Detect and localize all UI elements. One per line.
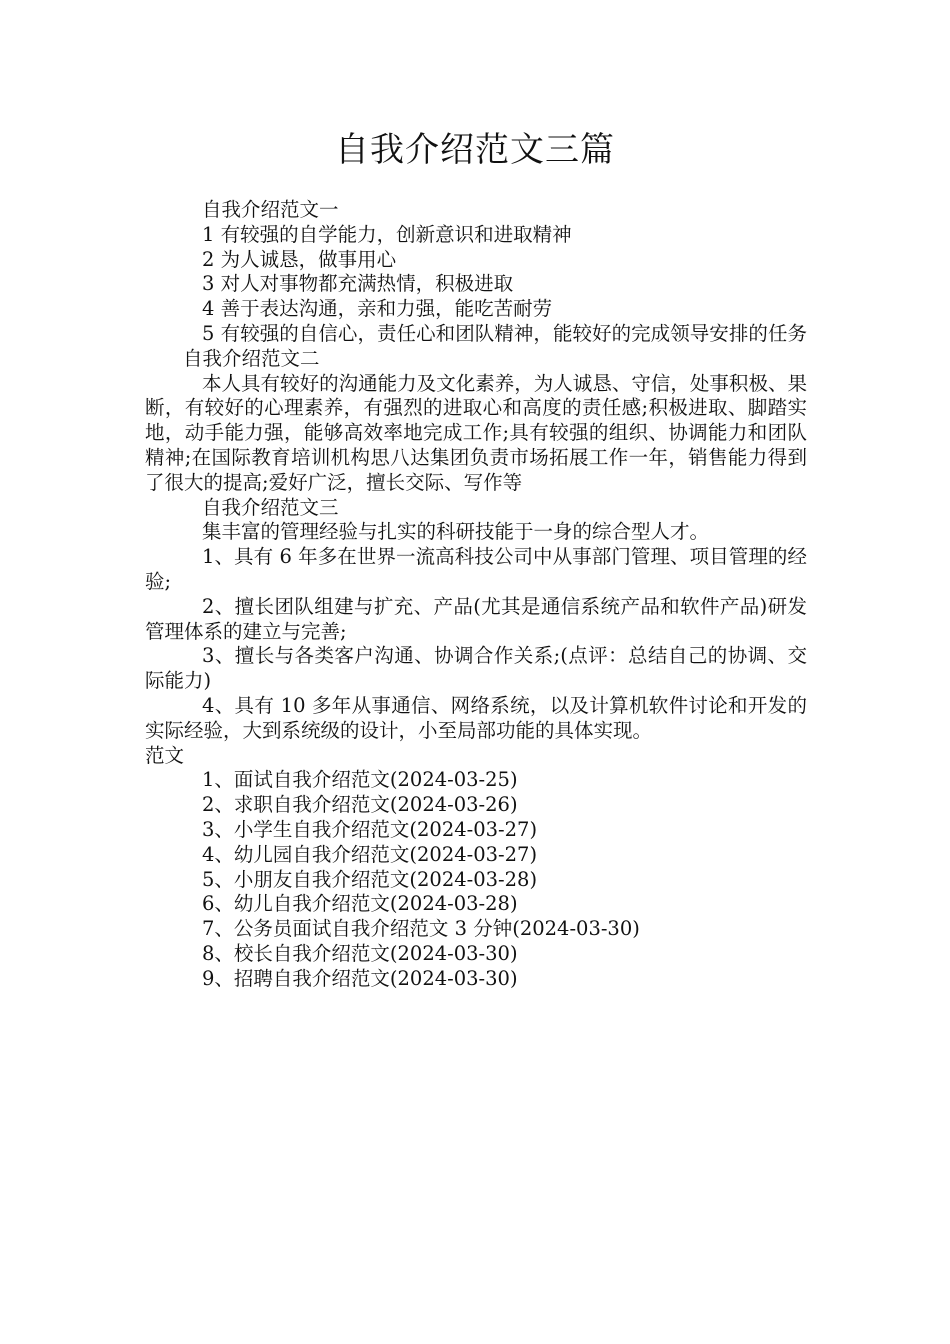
related-link-3[interactable]: 3、小学生自我介绍范文(2024-03-27) xyxy=(202,817,538,841)
related-link-8[interactable]: 8、校长自我介绍范文(2024-03-30) xyxy=(202,941,518,965)
section2-body: 本人具有较好的沟通能力及文化素养，为人诚恳、守信，处事积极、果断，有较好的心理素养，有强烈的进取心和高度的责任感;积极进取、脚踏实地，动手能力强，能够高效率地完成工作;具有较强的组织、协调能力和团队精神;在国际教育培训机构思八达集团负责市场拓展工作一年，销售能力得到了很大的提高;爱好广泛，擅长交际、写作等 xyxy=(145,371,807,494)
section3-point-1: 1、具有 6 年多在世界一流高科技公司中从事部门管理、项目管理的经验; xyxy=(145,545,807,593)
section-heading-2: 自我介绍范文二 xyxy=(183,346,320,370)
section3-intro: 集丰富的管理经验与扎实的科研技能于一身的综合型人才。 xyxy=(202,520,710,544)
related-link-1[interactable]: 1、面试自我介绍范文(2024-03-25) xyxy=(202,768,518,792)
section-heading-1: 自我介绍范文一 xyxy=(202,198,339,221)
related-link-7[interactable]: 7、公务员面试自我介绍范文 3 分钟(2024-03-30) xyxy=(202,917,640,941)
section1-point-5: 5 有较强的自信心，责任心和团队精神，能较好的完成领导安排的任务 xyxy=(202,321,807,345)
section1-point-4: 4 善于表达沟通，亲和力强，能吃苦耐劳 xyxy=(202,297,553,321)
document-body xyxy=(145,198,807,992)
section3-point-3: 3、擅长与各类客户沟通、协调合作关系;(点评：总结自己的协调、交际能力) xyxy=(145,644,807,693)
section3-point-2: 2、擅长团队组建与扩充、产品(尤其是通信系统产品和软件产品)研发管理体系的建立与完善; xyxy=(145,594,807,643)
related-label: 范文 xyxy=(145,743,185,767)
related-link-4[interactable]: 4、幼儿园自我介绍范文(2024-03-27) xyxy=(202,842,538,866)
related-link-2[interactable]: 2、求职自我介绍范文(2024-03-26) xyxy=(202,793,518,817)
section-heading-3: 自我介绍范文三 xyxy=(202,495,339,519)
section1-point-3: 3 对人对事物都充满热情，积极进取 xyxy=(202,272,514,296)
section1-point-2: 2 为人诚恳，做事用心 xyxy=(202,247,397,271)
section3-point-4: 4、具有 10 多年从事通信、网络系统，以及计算机软件讨论和开发的实际经验，大到系统级的设计，小至局部功能的具体实现。 xyxy=(145,693,807,742)
section1-point-1: 1 有较强的自学能力，创新意识和进取精神 xyxy=(202,222,572,246)
related-link-5[interactable]: 5、小朋友自我介绍范文(2024-03-28) xyxy=(202,867,538,891)
related-link-9[interactable]: 9、招聘自我介绍范文(2024-03-30) xyxy=(202,966,518,990)
related-link-6[interactable]: 6、幼儿自我介绍范文(2024-03-28) xyxy=(202,892,518,916)
section1-point-5-with-heading-2 xyxy=(145,322,807,372)
document-title: 自我介绍范文三篇 xyxy=(335,130,615,170)
